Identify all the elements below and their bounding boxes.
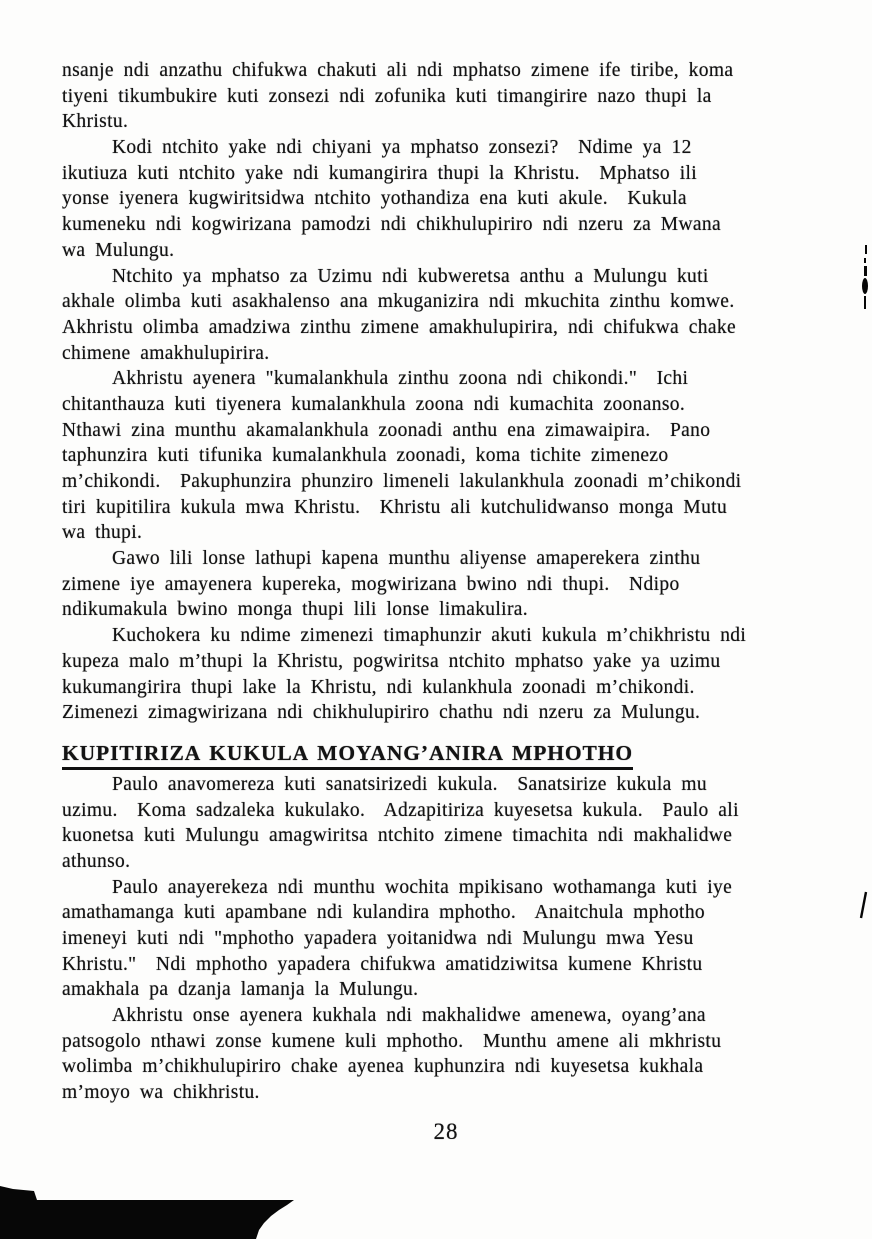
text-line: wolimba m’chikhulupiriro chake ayenea kuphunzira ndi kuyesetsa kukhala bbox=[62, 1056, 704, 1078]
text-line: yonse iyenera kugwiritsidwa ntchito yothandiza ena kuti akule. Kukula bbox=[62, 188, 687, 210]
text-line: amathamanga kuti apambane ndi kulandira mphotho. Anaitchula mphotho bbox=[62, 902, 706, 924]
text-line: ikutiuza kuti ntchito yake ndi kumangirira thupi la Khristu. Mphatso ili bbox=[62, 162, 698, 184]
text-line: Paulo anayerekeza ndi munthu wochita mpikisano wothamanga kuti iye bbox=[112, 876, 733, 898]
text-line: kukumangirira thupi lake la Khristu, ndi kulankhula zoonadi m’chikondi. bbox=[62, 676, 695, 698]
text-line: Akhristu onse ayenera kukhala ndi makhalidwe amenewa, oyang’ana bbox=[112, 1005, 706, 1027]
paragraph bbox=[62, 623, 818, 726]
paragraph bbox=[62, 875, 818, 1003]
text-line: Paulo anavomereza kuti sanatsirizedi kukula. Sanatsirize kukula mu bbox=[112, 773, 707, 795]
text-line: imeneyi kuti ndi "mphotho yapadera yoitanidwa ndi Mulungu mwa Yesu bbox=[62, 928, 694, 949]
paragraph bbox=[62, 135, 818, 263]
text-line: Kuchokera ku ndime zimenezi timaphunzir akuti kukula m’chikhristu ndi bbox=[112, 625, 747, 647]
text-line: Gawo lili lonse lathupi kapena munthu aliyense amaperekera zinthu bbox=[112, 548, 701, 570]
text-line: ndikumakula bwino monga thupi lili lonse limakulira. bbox=[62, 599, 529, 621]
text-line: taphunzira kuti tifunika kumalankhula zoonadi, koma tichite zimenezo bbox=[62, 445, 669, 467]
paragraph bbox=[62, 58, 818, 135]
text-line: Nthawi zina munthu akamalankhula zoonadi anthu ena zimawaipira. Pano bbox=[62, 419, 711, 441]
paragraph bbox=[62, 264, 818, 367]
text-line: patsogolo nthawi zonse kumene kuli mphotho. Munthu amene ali mkhristu bbox=[62, 1030, 722, 1052]
text-line: kumeneku ndi kogwirizana pamodzi ndi chikhulupiriro ndi nzeru za Mwana bbox=[62, 214, 722, 236]
text-line: m’moyo wa chikhristu. bbox=[62, 1082, 260, 1104]
scan-smudge-bottom-left bbox=[0, 1180, 300, 1239]
text-line: akhale olimba kuti asakhalenso ana mkuganizira ndi mkuchita zinthu komwe. bbox=[62, 291, 735, 313]
text-line: tiri kupitilira kukula mwa Khristu. Khristu ali kutchulidwanso monga Mutu bbox=[62, 496, 728, 518]
text-line: m’chikondi. Pakuphunzira phunziro limeneli lakulankhula zoonadi m’chikondi bbox=[62, 471, 742, 492]
text-line: Khristu. bbox=[62, 111, 129, 133]
text-line: chitanthauza kuti tiyenera kumalankhula zoona ndi kumachita zoonanso. bbox=[62, 393, 686, 415]
paragraph bbox=[62, 772, 818, 875]
paragraph bbox=[62, 546, 818, 623]
text-line: Khristu." Ndi mphotho yapadera chifukwa amatidziwitsa kumene Khristu bbox=[62, 953, 703, 975]
section-heading bbox=[62, 740, 818, 770]
scan-ink-mark-upper-right bbox=[856, 242, 870, 314]
text-line: Zimenezi zimagwirizana ndi chikhulupiriro chathu ndi nzeru za Mulungu. bbox=[62, 702, 701, 724]
text-line: kupeza malo m’thupi la Khristu, pogwiritsa ntchito mphatso yake ya uzimu bbox=[62, 650, 721, 672]
text-line: Akhristu ayenera "kumalankhula zinthu zoona ndi chikondi." Ichi bbox=[112, 368, 689, 390]
text-line: athunso. bbox=[62, 850, 131, 872]
text-line: Ntchito ya mphatso za Uzimu ndi kubweretsa anthu a Mulungu kuti bbox=[112, 265, 709, 287]
text-line: chimene amakhulupirira. bbox=[62, 342, 270, 364]
text-column bbox=[62, 58, 818, 1106]
page-number: 28 bbox=[433, 1119, 459, 1144]
text-line: wa Mulungu. bbox=[62, 239, 175, 261]
paragraph bbox=[62, 1003, 818, 1106]
text-line: zimene iye amayenera kupereka, mogwirizana bwino ndi thupi. Ndipo bbox=[62, 573, 680, 595]
text-line: amakhala pa dzanja lamanja la Mulungu. bbox=[62, 979, 419, 1001]
text-line: Akhristu olimba amadziwa zinthu zimene amakhulupirira, ndi chifukwa chake bbox=[62, 316, 736, 338]
text-line: kuonetsa kuti Mulungu amagwiritsa ntchito zimene timachita ndi makhalidwe bbox=[62, 825, 733, 847]
text-line: nsanje ndi anzathu chifukwa chakuti ali ndi mphatso zimene ife tiribe, koma bbox=[62, 60, 734, 81]
text-line: wa thupi. bbox=[62, 522, 143, 544]
text-line: uzimu. Koma sadzaleka kukulako. Adzapitiriza kuyesetsa kukula. Paulo ali bbox=[62, 799, 739, 821]
scan-ink-mark-lower-right bbox=[856, 888, 870, 922]
text-line: tiyeni tikumbukire kuti zonsezi ndi zofunika kuti timangirire nazo thupi la bbox=[62, 85, 712, 107]
paragraph bbox=[62, 366, 818, 546]
text-line: Kodi ntchito yake ndi chiyani ya mphatso zonsezi? Ndime ya 12 bbox=[112, 137, 692, 159]
section-heading-text: KUPITIRIZA KUKULA MOYANG’ANIRA MPHOTHO bbox=[62, 740, 633, 770]
